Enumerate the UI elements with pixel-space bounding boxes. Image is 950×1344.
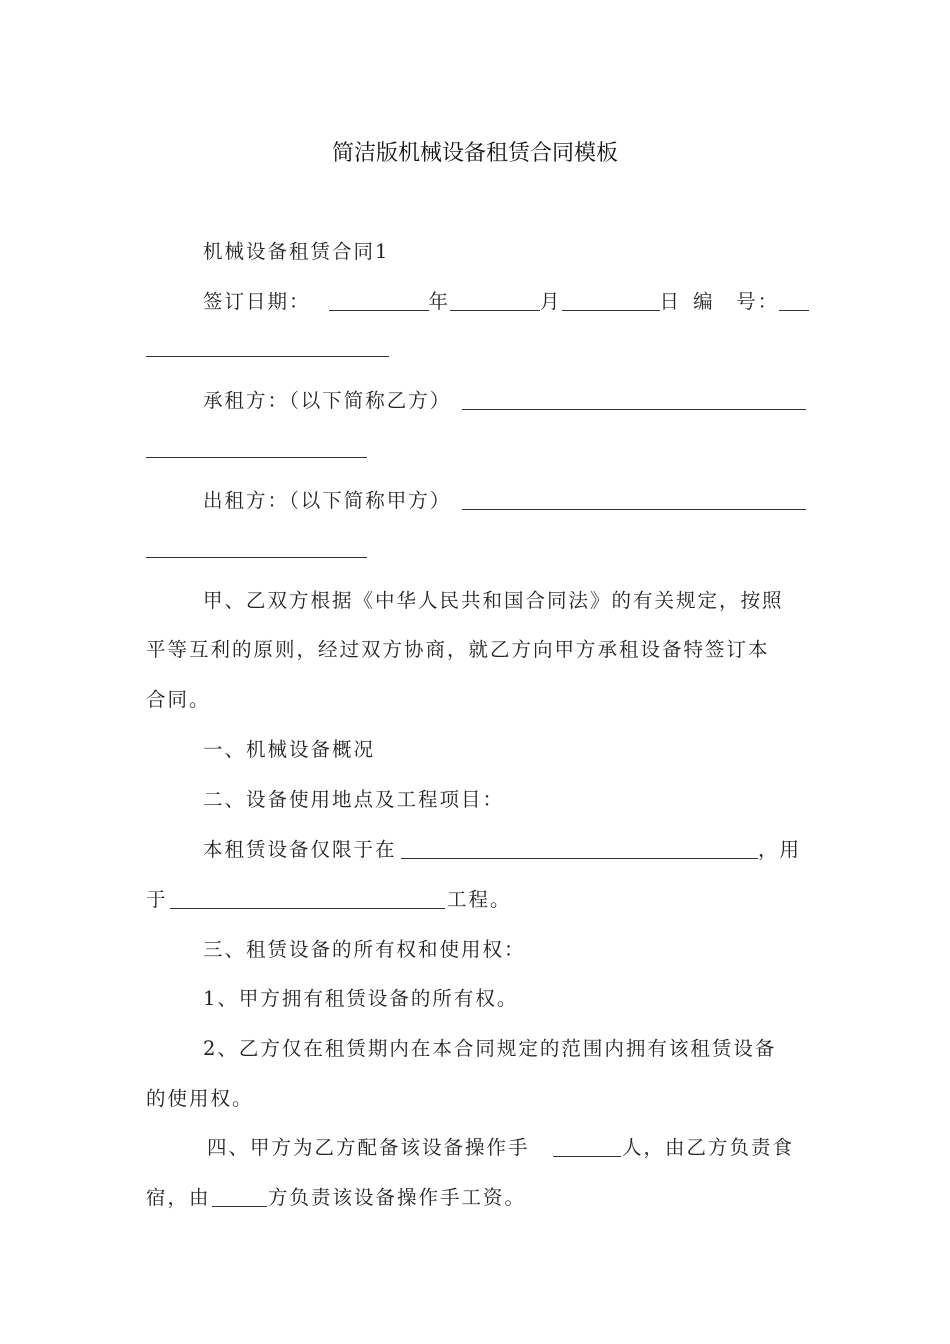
section-3-heading: 三、租赁设备的所有权和使用权：	[203, 938, 526, 961]
item-2-line1: 2、乙方仅在租赁期内在本合同规定的范围内拥有该租赁设备	[203, 1037, 777, 1060]
project-prefix: 于	[146, 888, 168, 911]
section-2-heading: 二、设备使用地点及工程项目：	[203, 788, 505, 811]
contract-subtitle: 机械设备租赁合同1	[203, 240, 390, 263]
month-label: 月	[540, 290, 562, 313]
month-blank	[450, 291, 540, 311]
para1-line2: 平等互利的原则，经过双方协商，就乙方向甲方承租设备特签订本	[146, 638, 770, 661]
lessor-label: 出租方：（以下简称甲方）	[203, 489, 452, 512]
sign-date-line	[203, 290, 809, 314]
section-4-line2-prefix: 宿，由	[146, 1186, 211, 1209]
location-blank	[401, 858, 758, 859]
section-1-heading: 一、机械设备概况	[203, 738, 376, 761]
section-4-prefix: 四、甲方为乙方配备该设备操作手	[207, 1136, 530, 1159]
item-1: 1、甲方拥有租赁设备的所有权。	[203, 987, 519, 1010]
location-suffix: ，用	[758, 838, 802, 861]
document-title: 简洁版机械设备租赁合同模板	[331, 141, 618, 166]
project-blank	[170, 908, 445, 909]
lessor-line	[203, 489, 451, 513]
day-blank	[562, 291, 660, 311]
year-blank	[329, 291, 429, 311]
lessee-blank	[462, 409, 806, 410]
number-label: 编 号：	[693, 290, 780, 313]
lessee-line	[203, 389, 451, 413]
project-suffix: 工程。	[447, 888, 512, 911]
para1-line1: 甲、乙双方根据《中华人民共和国合同法》的有关规定，按照	[203, 589, 784, 612]
operator-count-blank	[553, 1156, 621, 1157]
section-4-mid: 人，由乙方负责食	[622, 1136, 795, 1159]
lessor-blank-continued	[146, 557, 367, 558]
year-label: 年	[428, 290, 451, 313]
number-blank-continued	[146, 356, 389, 357]
number-blank	[779, 291, 809, 311]
lessee-label: 承租方：（以下简称乙方）	[203, 389, 452, 412]
location-prefix: 本租赁设备仅限于在	[203, 838, 397, 861]
lessor-blank	[462, 509, 806, 510]
sign-date-label: 签订日期：	[203, 290, 311, 313]
day-label: 日	[659, 290, 682, 313]
para1-line3: 合同。	[146, 688, 211, 711]
section-4-line2-suffix: 方负责该设备操作手工资。	[268, 1186, 527, 1209]
item-2-line2: 的使用权。	[146, 1087, 254, 1110]
wage-party-blank	[212, 1206, 267, 1207]
lessee-blank-continued	[146, 457, 367, 458]
